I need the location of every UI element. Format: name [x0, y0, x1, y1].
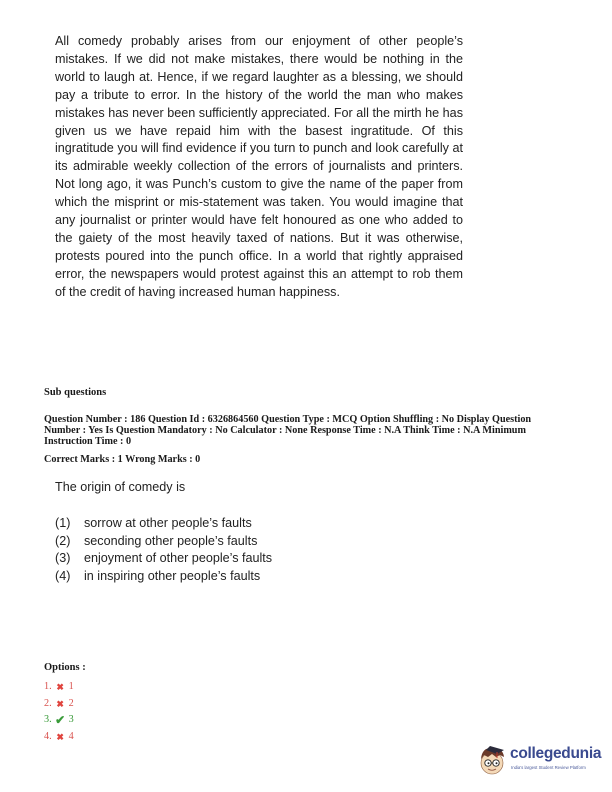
metadata-line-1: Question Number : 186 Question Id : 6326864560 Question Type : MCQ Option Shuffling : No Display Question: [44, 414, 532, 425]
option-value: 2: [68, 697, 74, 709]
choice-text: in inspiring other people’s faults: [84, 568, 261, 583]
choice-item: [55, 533, 272, 551]
collegedunia-logo: [478, 741, 608, 779]
choice-number: (2): [55, 533, 71, 548]
check-icon: ✔: [55, 713, 66, 727]
options-heading: Options :: [44, 662, 86, 673]
option-index: 3.: [44, 714, 52, 725]
question-stem: The origin of comedy is: [55, 480, 186, 494]
option-index: 2.: [44, 697, 52, 709]
logo-tagline: India's largest Student Review Platform: [511, 765, 586, 770]
sub-questions-heading: Sub questions: [44, 387, 107, 398]
choice-number: (3): [55, 551, 71, 565]
choice-item: [55, 550, 272, 568]
choice-text: enjoyment of other people’s faults: [84, 551, 273, 565]
option-value: 4: [68, 730, 74, 742]
choice-number: (4): [55, 568, 71, 583]
logo-brand-text: collegedunia: [510, 745, 602, 762]
cross-icon: ✖: [56, 682, 64, 692]
choice-item: [55, 515, 272, 533]
comprehension-passage: All comedy probably arises from our enjoyment of other people’s mistakes. If we did not make mistakes, there would be nothing in the world to laugh at. Hence, if we regard laughter as a blessing, we should pay a tribute to error. In the history of the world the man who makes mistakes has never been sufficiently appreciated. For all the mirth he has given us we have repaid him with the basest ingratitude. Of this ingratitude you will find evidence if you turn to punch and look carefully at its admirable weekly collection of the errors of journalists and printers. Not long ago, it was Punch’s custom to give the name of the paper from which the misprint or mis-statement was taken. You would imagine that any journalist or printer would have felt honoured as one who added to the gaiety of the most heavily taxed of nations. But it was otherwise, protests poured into the punch office. In a world that rightly appraised error, the newspapers would protest against this an attempt to rob them of the credit of having increased human happiness.: [55, 34, 463, 299]
metadata-line-3: Instruction Time : 0: [44, 436, 132, 448]
question-metadata: [44, 414, 569, 448]
option-item-4: [44, 729, 74, 746]
choice-text: seconding other people’s faults: [84, 533, 258, 548]
options-list: [44, 679, 74, 745]
option-index: 4.: [44, 730, 52, 742]
option-item-1: [44, 679, 74, 696]
choice-text: sorrow at other people’s faults: [84, 516, 252, 530]
mascot-face-icon: [478, 743, 508, 775]
option-item-3: [44, 712, 74, 729]
cross-icon: ✖: [56, 698, 64, 709]
option-item-2: [44, 696, 74, 713]
option-index: 1.: [44, 681, 52, 692]
metadata-line-2: Number : Yes Is Question Mandatory : No Calculator : None Response Time : N.A Think Time : N.A Minimum: [44, 425, 526, 437]
option-value: 3: [68, 714, 74, 725]
answer-choices: [55, 515, 272, 585]
option-value: 1: [68, 681, 74, 692]
marks-info: Correct Marks : 1 Wrong Marks : 0: [44, 454, 201, 465]
choice-item: [55, 568, 272, 586]
cross-icon: ✖: [56, 731, 64, 742]
choice-number: (1): [55, 516, 71, 530]
